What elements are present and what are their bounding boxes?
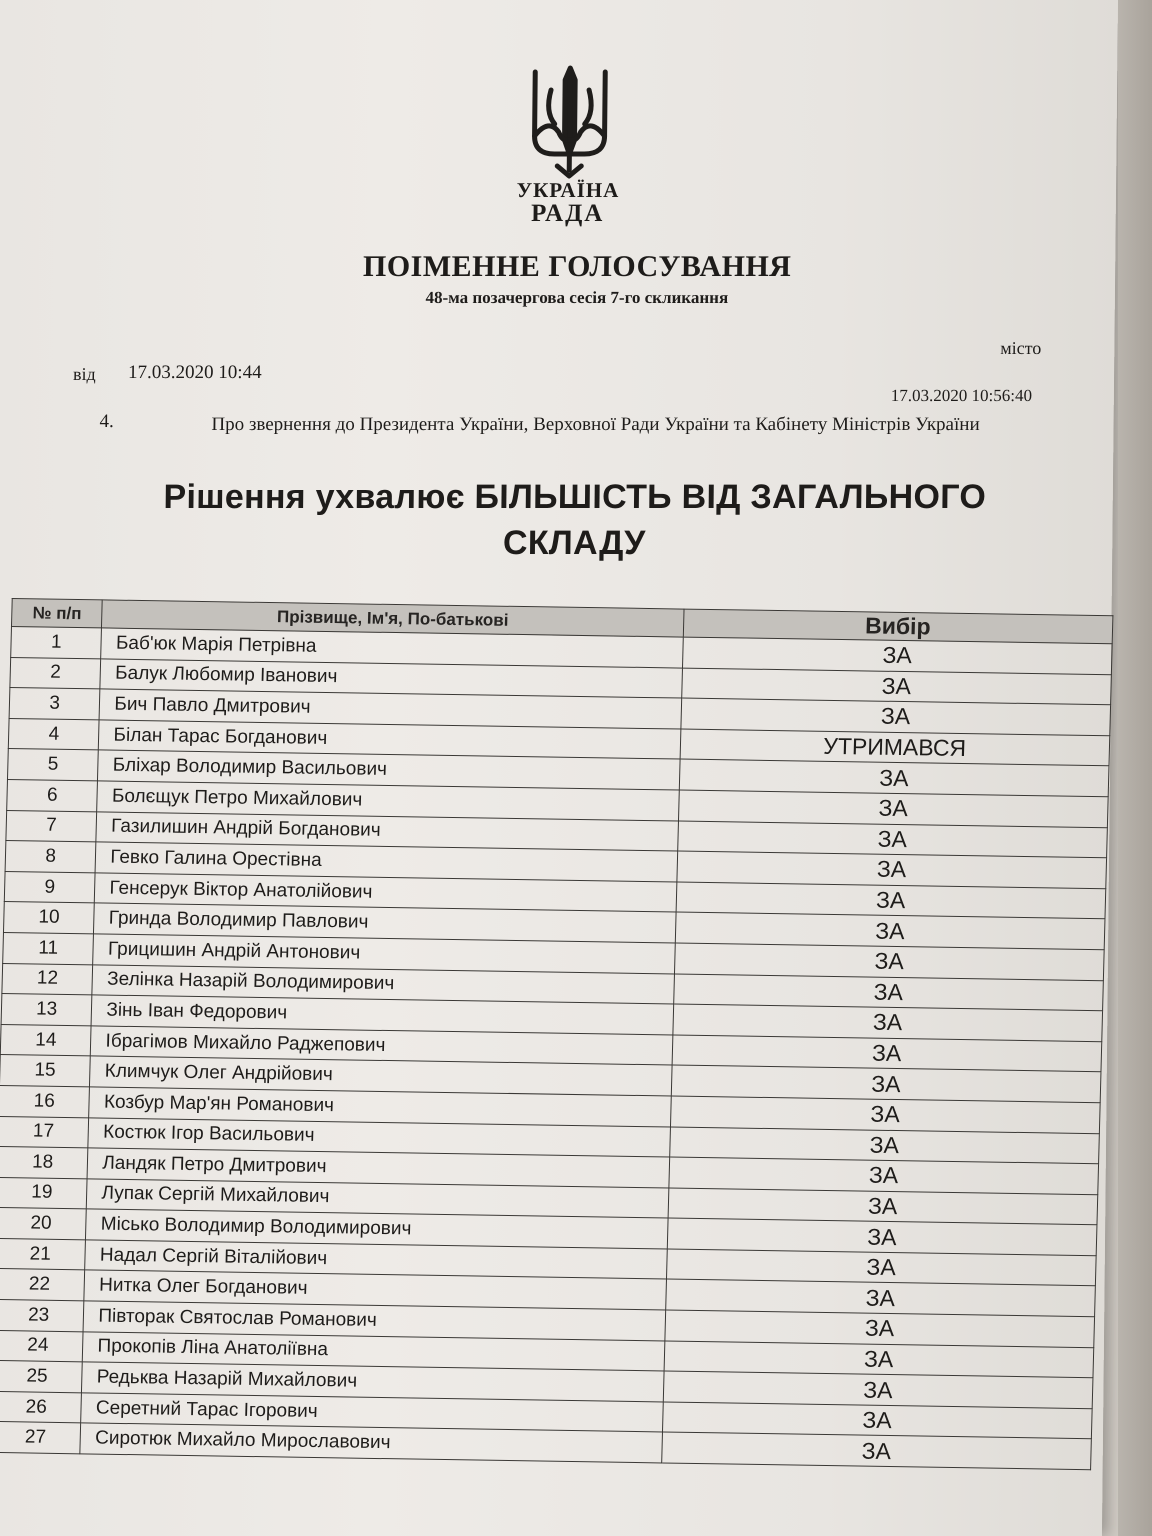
row-number: 27 (0, 1422, 81, 1454)
header-name: Прізвище, Ім'я, По-батькові (102, 600, 684, 637)
vote-choice: ЗА (669, 1126, 1099, 1163)
row-number: 16 (0, 1085, 90, 1117)
agenda-item-text: Про звернення до Президента України, Верховної Ради України та Кабінету Міністрів України (211, 414, 980, 435)
row-number: 5 (7, 749, 98, 781)
row-number: 15 (0, 1055, 91, 1087)
vote-choice: ЗА (664, 1341, 1094, 1378)
city-label: місто (1000, 338, 1042, 358)
vote-choice: ЗА (665, 1279, 1095, 1316)
agenda-item-number: 4. (99, 411, 114, 432)
deputy-name: Баб'юк Марія Петрівна (101, 628, 683, 668)
council-name: РАДА (530, 200, 605, 227)
deputy-name: Грицишин Андрій Антонович (93, 934, 675, 974)
deputy-name: Бліхар Володимир Васильович (98, 750, 680, 790)
row-number: 20 (0, 1208, 87, 1240)
row-number: 13 (1, 994, 92, 1026)
deputy-name: Прокопів Ліна Анатоліївна (83, 1331, 665, 1371)
vote-choice: ЗА (666, 1249, 1096, 1286)
deputy-name: Півторак Святослав Романович (83, 1301, 665, 1341)
deputy-name: Зелінка Назарій Володимирович (92, 964, 674, 1004)
vote-choice: ЗА (661, 1432, 1091, 1469)
deputy-name: Козбур Мар'ян Романович (89, 1087, 671, 1127)
row-number: 4 (8, 718, 99, 750)
row-number: 22 (0, 1269, 85, 1301)
row-number: 26 (0, 1391, 82, 1423)
deputy-name: Костюк Ігор Васильович (88, 1117, 670, 1157)
vote-choice: ЗА (663, 1371, 1093, 1408)
row-number: 9 (4, 871, 95, 903)
vote-date: 17.03.2020 10:44 (127, 362, 262, 383)
deputy-name: Білан Тарас Богданович (99, 720, 681, 760)
deputy-name: Нитка Олег Богданович (84, 1270, 666, 1310)
vote-choice: ЗА (678, 790, 1108, 827)
vote-choice: УТРИМАВСЯ (680, 729, 1110, 766)
print-timestamp: 17.03.2020 10:56:40 (890, 386, 1033, 405)
vote-choice: ЗА (662, 1402, 1092, 1439)
deputy-name: Балук Любомир Іванович (100, 659, 682, 699)
vote-choice: ЗА (671, 1065, 1101, 1102)
deputy-name: Серетний Тарас Ігорович (81, 1393, 663, 1433)
row-number: 7 (6, 810, 97, 842)
vote-choice: ЗА (664, 1310, 1094, 1347)
header-number: № п/п (11, 599, 102, 628)
vote-choice: ЗА (668, 1157, 1098, 1194)
session-subtitle: 48-ма позачергова сесія 7-го скликання (425, 288, 729, 307)
row-number: 1 (11, 627, 102, 659)
deputy-name: Ібрагімов Михайло Раджепович (91, 1026, 673, 1066)
vote-choice: ЗА (679, 759, 1109, 796)
row-number: 6 (7, 779, 98, 811)
deputy-name: Ландяк Петро Дмитрович (87, 1148, 669, 1188)
vote-choice: ЗА (676, 851, 1106, 888)
vote-choice: ЗА (672, 1035, 1102, 1072)
row-number: 21 (0, 1238, 86, 1270)
vote-choice: ЗА (682, 637, 1112, 674)
row-number: 10 (3, 902, 94, 934)
from-label: від (72, 364, 96, 384)
deputy-name: Гринда Володимир Павлович (94, 903, 676, 943)
deputy-name: Зінь Іван Федорович (91, 995, 673, 1035)
row-number: 23 (0, 1299, 84, 1331)
deputy-name: Газилишин Андрій Богданович (96, 811, 678, 851)
deputy-name: Редьква Назарій Михайлович (82, 1362, 664, 1402)
vote-choice: ЗА (675, 912, 1105, 949)
row-number: 12 (2, 963, 93, 995)
decision-rule: Рішення ухвалює БІЛЬШІСТЬ ВІД ЗАГАЛЬНОГО СКЛАДУ (163, 478, 987, 562)
vote-choice: ЗА (676, 882, 1106, 919)
vote-choice: ЗА (673, 974, 1103, 1011)
row-number: 17 (0, 1116, 89, 1148)
vote-choice: ЗА (672, 1004, 1102, 1041)
row-number: 24 (0, 1330, 83, 1362)
row-number: 18 (0, 1147, 88, 1179)
deputy-name: Лупак Сергій Михайлович (87, 1179, 669, 1219)
vote-choice: ЗА (677, 821, 1107, 858)
country-name: УКРАЇНА (516, 178, 620, 202)
deputy-name: Генсерук Віктор Анатолійович (95, 873, 677, 913)
row-number: 14 (0, 1024, 91, 1056)
row-number: 3 (9, 688, 100, 720)
document-title: ПОІМЕННЕ ГОЛОСУВАННЯ (362, 250, 792, 283)
row-number: 25 (0, 1361, 83, 1393)
trident-emblem-icon (524, 62, 615, 182)
roll-call-table (0, 598, 1113, 1470)
deputy-name: Надал Сергій Віталійович (85, 1240, 667, 1280)
deputy-name: Болєщук Петро Михайлович (97, 781, 679, 821)
deputy-name: Климчук Олег Андрійович (90, 1056, 672, 1096)
vote-choice: ЗА (681, 668, 1111, 705)
deputy-name: Сиротюк Михайло Мирославович (80, 1423, 662, 1463)
row-number: 19 (0, 1177, 87, 1209)
deputy-name: Гевко Галина Орестівна (95, 842, 677, 882)
vote-choice: ЗА (680, 698, 1110, 735)
row-number: 2 (10, 657, 101, 689)
vote-choice: ЗА (670, 1096, 1100, 1133)
header-vote: Вибір (683, 609, 1113, 644)
deputy-name: Бич Павло Дмитрович (99, 689, 681, 729)
vote-choice: ЗА (667, 1218, 1097, 1255)
deputy-name: Місько Володимир Володимирович (86, 1209, 668, 1249)
background-page-edge (1118, 0, 1152, 1536)
table-body (0, 627, 1112, 1470)
row-number: 8 (5, 841, 96, 873)
row-number: 11 (3, 932, 94, 964)
vote-choice: ЗА (674, 943, 1104, 980)
vote-choice: ЗА (668, 1188, 1098, 1225)
